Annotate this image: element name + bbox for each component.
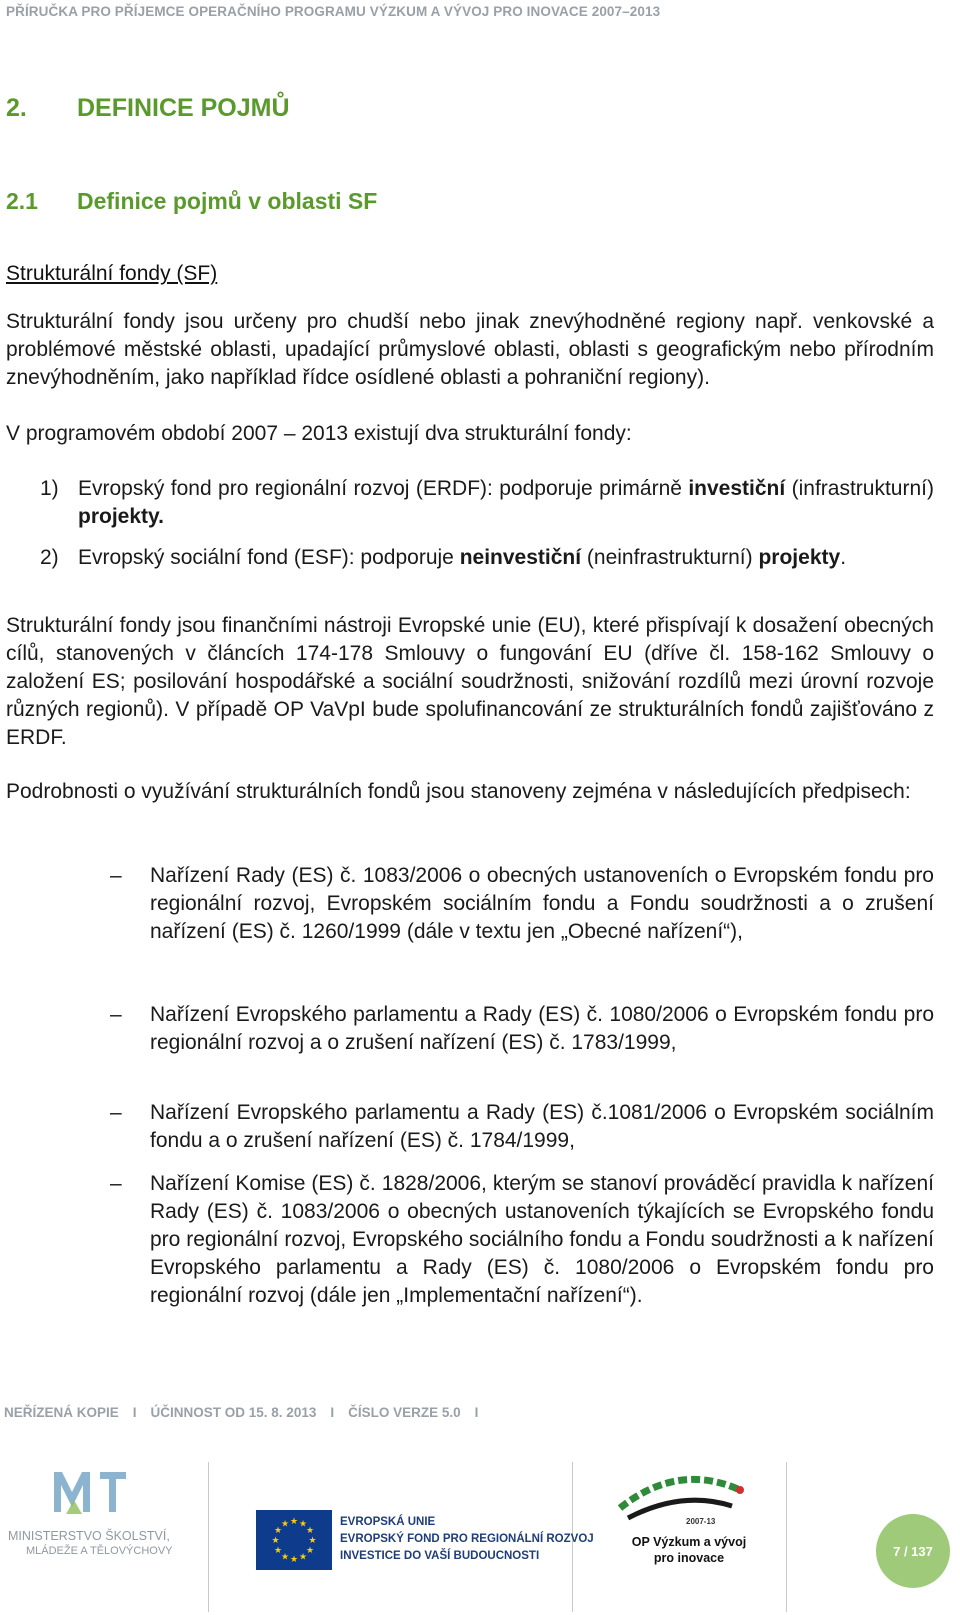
msmt-logo [6,1470,186,1560]
op-text [624,1534,754,1566]
regulation-item [110,862,934,946]
paragraph-sf-definition: Strukturální fondy jsou určeny pro chudší nebo jinak znevýhodněné regiony např. venkovské a problémové městské oblasti, upadající průmyslové oblasti, oblasti s geografickým nebo přírodním znevýhodněním, jako například řídce osídlené oblasti a pohraniční regiony). [6,310,934,389]
regulation-item [110,1001,934,1057]
chapter-heading [6,94,290,123]
svg-text:★: ★ [280,1519,290,1530]
footer-copy: NEŘÍZENÁ KOPIE [4,1405,119,1420]
op-line2: pro inovace [653,1551,725,1565]
eu-logo [256,1510,594,1570]
footer-separator: I [474,1405,479,1420]
subsection-title: Strukturální fondy (SF) [6,262,218,285]
section-heading [6,188,377,215]
dash-marker: – [110,1101,122,1124]
list-item-esf [40,544,934,572]
eu-text [340,1514,594,1565]
footer-divider [208,1462,209,1612]
op-vavpi-logo [608,1468,758,1568]
eu-line3: INVESTICE DO VAŠÍ BUDOUCNOSTI [340,1550,540,1562]
op-swoosh-icon [608,1468,758,1534]
svg-text:★: ★ [298,1552,308,1563]
eu-flag-icon [256,1510,332,1570]
op-line1: OP Výzkum a vývoj [631,1535,747,1549]
svg-text:★: ★ [280,1552,290,1563]
dash-marker: – [110,1003,122,1026]
paragraph-funds-intro: V programovém období 2007 – 2013 existují dva strukturální fondy: [6,422,632,445]
list-item-erdf [40,475,934,531]
footer-separator: I [132,1405,137,1420]
svg-text:★: ★ [289,1517,299,1527]
running-header: PŘÍRUČKA PRO PŘÍJEMCE OPERAČNÍHO PROGRAMU VÝZKUM A VÝVOJ PRO INOVACE 2007–2013 [6,4,661,19]
footer-version: ČÍSLO VERZE 5.0 [348,1405,461,1420]
svg-text:★: ★ [271,1536,280,1546]
section-number: 2.1 [6,188,38,214]
msmt-line2: MLÁDEŽE A TĚLOVÝCHOVY [26,1545,173,1557]
list-item-text: Evropský sociální fond (ESF): podporuje neinvestiční (neinfrastrukturní) projekty. [78,546,847,569]
footer-separator: I [330,1405,335,1420]
regulation-text: Nařízení Evropského parlamentu a Rady (ES) č.1081/2006 o Evropském sociálním fondu a o zrušení nařízení (ES) č. 1784/1999, [150,1101,934,1152]
svg-text:★: ★ [273,1546,283,1556]
footer-divider [786,1462,787,1612]
section-title: Definice pojmů v oblasti SF [77,188,378,214]
op-year: 2007-13 [686,1517,716,1526]
dash-marker: – [110,1172,122,1195]
list-marker: 2) [40,546,59,569]
list-item-text: Evropský fond pro regionální rozvoj (ERDF): podporuje primárně investiční (infrastrukturní) projekty. [78,477,934,528]
svg-text:★: ★ [305,1526,315,1536]
list-marker: 1) [40,477,59,500]
msmt-line1: MINISTERSTVO ŠKOLSTVÍ, [8,1529,170,1543]
footer-effective: ÚČINNOST OD 15. 8. 2013 [150,1405,317,1420]
regulation-text: Nařízení Rady (ES) č. 1083/2006 o obecných ustanoveních o Evropském fondu pro regionální rozvoj, Evropském sociálním fondu a Fondu soudržnosti a o zrušení nařízení (ES) č. 1260/1999 (dále v textu jen „Obecné nařízení“), [150,864,934,943]
footer-info [4,1405,492,1420]
page-number-badge: 7 / 137 [876,1514,950,1588]
svg-text:★: ★ [308,1536,317,1546]
chapter-title: DEFINICE POJMŮ [77,94,290,122]
dash-marker: – [110,864,122,887]
eu-line1: EVROPSKÁ UNIE [340,1516,436,1528]
paragraph-regulations-intro: Podrobnosti o využívání strukturálních fondů jsou stanoveny zejména v následujících předpisech: [6,780,911,803]
regulation-text: Nařízení Evropského parlamentu a Rady (ES) č. 1080/2006 o Evropském fondu pro regionální rozvoj a o zrušení nařízení (ES) č. 1783/1999, [150,1003,934,1054]
svg-text:★: ★ [305,1546,315,1556]
svg-text:★: ★ [289,1555,299,1565]
svg-text:★: ★ [298,1519,308,1530]
regulation-item [110,1099,934,1155]
svg-text:★: ★ [273,1526,283,1536]
regulation-text: Nařízení Komise (ES) č. 1828/2006, kterým se stanoví prováděcí pravidla k nařízení Rady (ES) č. 1083/2006 o obecných ustanoveních týkajících se Evropského fondu pro regionální rozvoj, Evropského sociálního fondu a Fondu soudržnosti a k nařízení Evropského parlamentu a Rady (ES) č. 1080/2006 o Evropském fondu pro regionální rozvoj (dále jen „Implementační nařízení“). [150,1172,934,1307]
eu-line2: EVROPSKÝ FOND PRO REGIONÁLNÍ ROZVOJ [340,1533,594,1545]
regulation-item [110,1170,934,1310]
chapter-number: 2. [6,94,27,122]
paragraph-sf-instruments: Strukturální fondy jsou finančními nástroji Evropské unie (EU), které přispívají k dosažení obecných cílů, stanovených v článcích 174-178 Smlouvy o fungování EU (dříve čl. 158-162 Smlouvy o založení ES; posilování hospodářské a sociální soudržnosti, snižování rozdílů mezi úrovní rozvoje různých regionů). V případě OP VaVpI bude spolufinancování ze strukturálních fondů zajišťováno z ERDF. [6,614,934,749]
